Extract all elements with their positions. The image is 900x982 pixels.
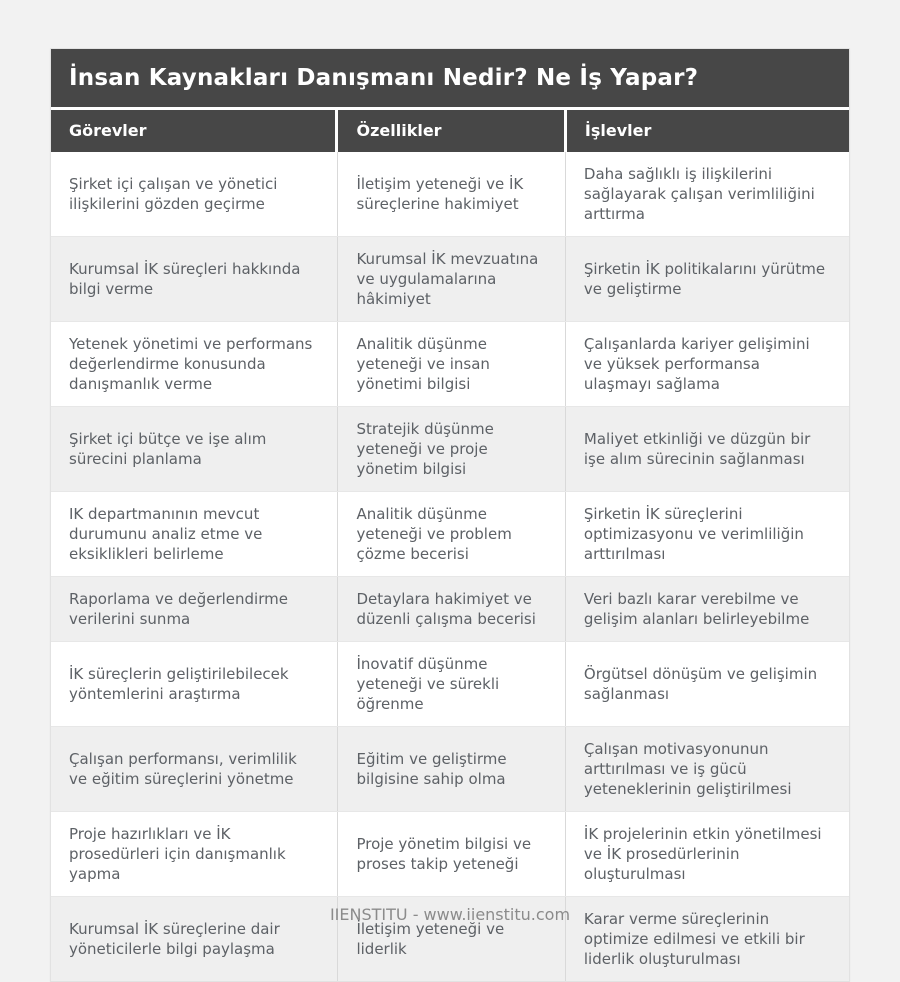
table-cell: Veri bazlı karar verebilme ve gelişim alanları belirleyebilme [565, 577, 849, 641]
table-cell: Şirket içi çalışan ve yönetici ilişkilerini gözden geçirme [69, 175, 278, 213]
table-cell: Analitik düşünme yeteneği ve problem çözme becerisi [337, 492, 564, 576]
page-title: İnsan Kaynakları Danışmanı Nedir? Ne İş Yapar? [51, 49, 849, 110]
table-row [51, 321, 849, 406]
table-row [51, 491, 849, 576]
table-cell: Çalışan motivasyonunun arttırılması ve iş gücü yeteneklerinin geliştirilmesi [565, 727, 849, 811]
table-cell: Analitik düşünme yeteneği ve insan yönetimi bilgisi [337, 322, 564, 406]
table-cell: Karar verme süreçlerinin optimize edilmesi ve etkili bir liderlik oluşturulması [565, 897, 849, 981]
table-row [51, 406, 849, 491]
table-cell: İletişim yeteneği ve liderlik [337, 897, 564, 981]
footer-credit: IIENSTITU - www.iienstitu.com [329, 905, 571, 924]
table-cell: Detaylara hakimiyet ve düzenli çalışma becerisi [337, 577, 564, 641]
table-cell: Proje yönetim bilgisi ve proses takip yeteneği [337, 812, 564, 896]
table-cell: Şirket içi bütçe ve işe alım sürecini planlama [69, 430, 267, 468]
table-cell: Şirketin İK süreçlerini optimizasyonu ve verimliliğin arttırılması [565, 492, 849, 576]
table-cell: Şirketin İK politikalarını yürütme ve geliştirme [565, 237, 849, 321]
table-cell: Kurumsal İK süreçleri hakkında bilgi verme [69, 260, 301, 298]
table-cell: İletişim yeteneği ve İK süreçlerine hakimiyet [337, 152, 564, 236]
column-header-islevler: İşlevler [567, 110, 849, 152]
table-cell: Çalışan performansı, verimlilik ve eğitim süreçlerini yönetme [69, 750, 297, 788]
table-cell: Yetenek yönetimi ve performans değerlendirme konusunda danışmanlık verme [69, 335, 313, 393]
hr-consultant-table-card [50, 48, 850, 982]
table-cell: IK departmanının mevcut durumunu analiz etme ve eksiklikleri belirleme [69, 505, 263, 563]
table-row [51, 811, 849, 896]
table-column-headers [51, 110, 849, 152]
table-row [51, 576, 849, 641]
table-cell: Raporlama ve değerlendirme verilerini sunma [69, 590, 288, 628]
table-row [51, 236, 849, 321]
table-cell: Kurumsal İK mevzuatına ve uygulamalarına hâkimiyet [337, 237, 564, 321]
table-cell: Daha sağlıklı iş ilişkilerini sağlayarak çalışan verimliliğini arttırma [565, 152, 849, 236]
table-cell: Stratejik düşünme yeteneği ve proje yönetim bilgisi [337, 407, 564, 491]
table-row [51, 641, 849, 726]
table-cell: Proje hazırlıkları ve İK prosedürleri için danışmanlık yapma [69, 825, 286, 883]
table-cell: İK süreçlerin geliştirilebilecek yöntemlerini araştırma [69, 665, 289, 703]
table-cell: Örgütsel dönüşüm ve gelişimin sağlanması [565, 642, 849, 726]
table-cell: İK projelerinin etkin yönetilmesi ve İK prosedürlerinin oluşturulması [565, 812, 849, 896]
column-header-gorevler: Görevler [51, 110, 335, 152]
table-cell: Eğitim ve geliştirme bilgisine sahip olma [337, 727, 564, 811]
table-body [51, 152, 849, 981]
table-cell: Çalışanlarda kariyer gelişimini ve yüksek performansa ulaşmayı sağlama [565, 322, 849, 406]
column-header-ozellikler: Özellikler [338, 110, 563, 152]
table-row [51, 152, 849, 236]
table-row [51, 726, 849, 811]
table-cell: İnovatif düşünme yeteneği ve sürekli öğrenme [337, 642, 564, 726]
table-cell: Maliyet etkinliği ve düzgün bir işe alım sürecinin sağlanması [565, 407, 849, 491]
table-cell: Kurumsal İK süreçlerine dair yöneticilerle bilgi paylaşma [69, 920, 280, 958]
